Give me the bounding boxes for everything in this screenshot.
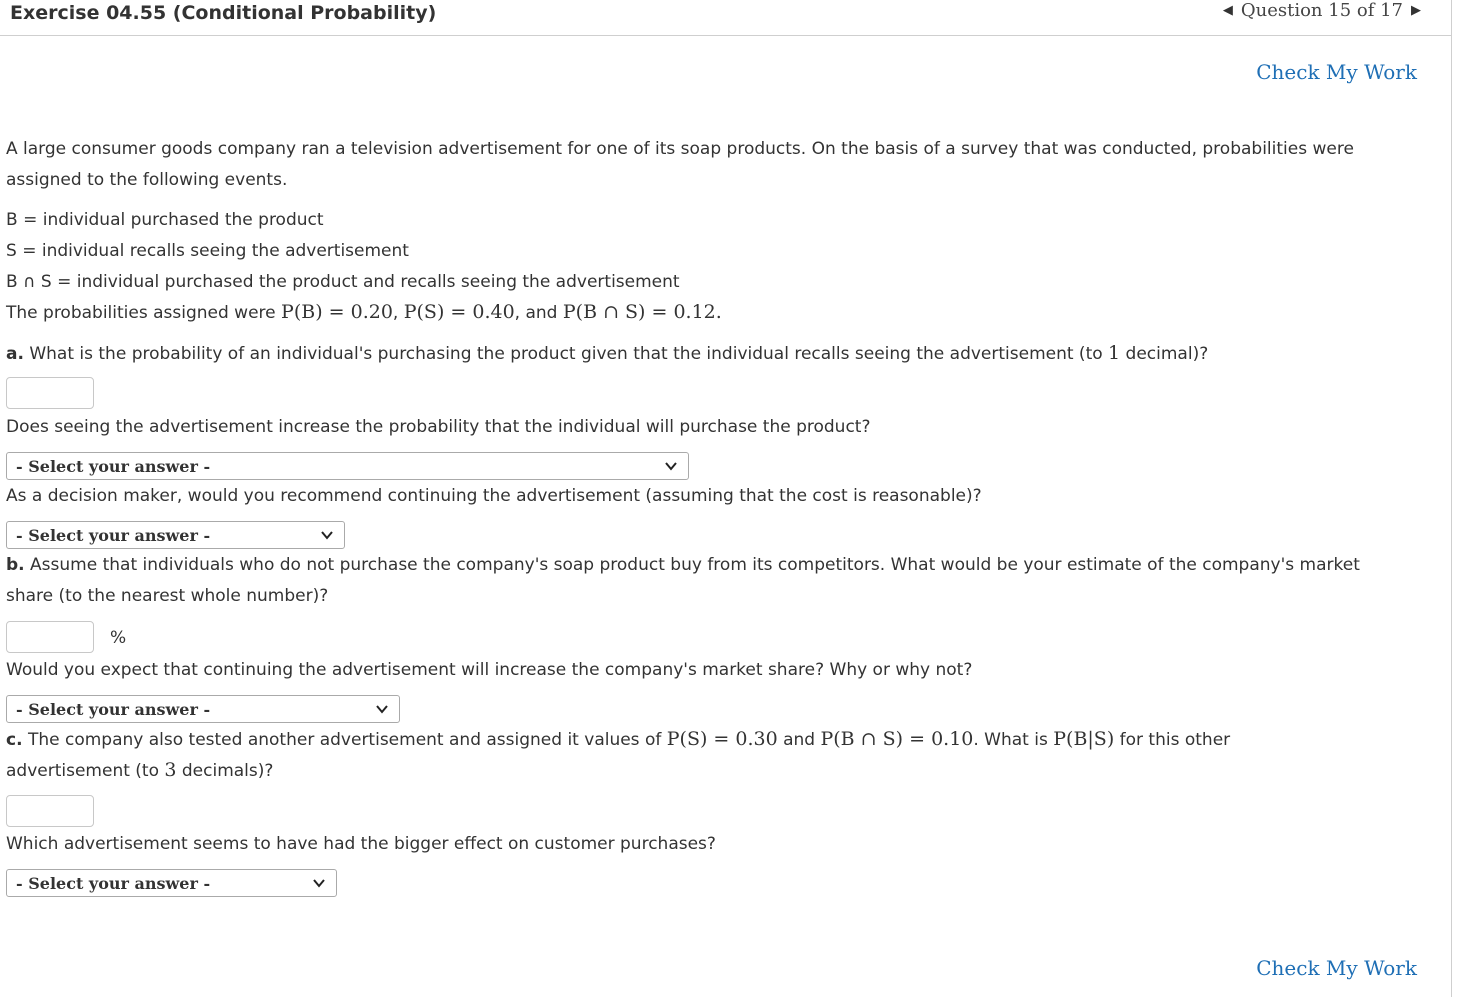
part-c-question-line-2: advertisement (to 3 decimals)? [6, 759, 274, 781]
previous-question-icon[interactable]: ◀ [1222, 3, 1233, 18]
check-my-work-link-top[interactable]: Check My Work [1256, 60, 1417, 84]
next-question-icon[interactable]: ▶ [1411, 3, 1421, 18]
definition-b: B = individual purchased the product [6, 210, 324, 230]
part-b-question-line-1: b. Assume that individuals who do not purchase the company's soap product buy from its competitors. What would be your estimate of the company's market [6, 555, 1360, 575]
prob-b-and-s: P(B ∩ S) = 0.12 [562, 301, 716, 323]
part-a-answer-input[interactable] [6, 377, 94, 409]
part-a-question-3: As a decision maker, would you recommend continuing the advertisement (assuming that the cost is reasonable)? [6, 486, 982, 506]
part-c-question-2: Which advertisement seems to have had the bigger effect on customer purchases? [6, 834, 716, 854]
intro-line-2: assigned to the following events. [6, 170, 288, 190]
part-a-select-2[interactable]: - Select your answer - [6, 521, 345, 549]
part-c-answer-input[interactable] [6, 795, 94, 827]
part-b-answer-input[interactable] [6, 621, 94, 653]
chevron-down-icon [312, 876, 326, 890]
question-counter: Question 15 of 17 [1240, 0, 1403, 21]
part-a-question-2: Does seeing the advertisement increase the probability that the individual will purchase the product? [6, 417, 871, 437]
chevron-down-icon [664, 459, 678, 473]
part-c-question-line-1: c. The company also tested another advertisement and assigned it values of P(S) = 0.30 and P(B ∩ S) = 0.10. What is P(B|S) for this other [6, 728, 1231, 750]
part-c-select-1[interactable]: - Select your answer - [6, 869, 337, 897]
part-b-question-line-2: share (to the nearest whole number)? [6, 586, 329, 606]
part-b-select-1[interactable]: - Select your answer - [6, 695, 400, 723]
chevron-down-icon [320, 528, 334, 542]
question-navigator [1223, 0, 1421, 21]
exercise-title: Exercise 04.55 (Conditional Probability) [10, 2, 437, 24]
right-divider [1451, 0, 1452, 997]
probabilities-line: The probabilities assigned were P(B) = 0.20, P(S) = 0.40, and P(B ∩ S) = 0.12. [6, 301, 722, 323]
prob-s: P(S) = 0.40 [403, 301, 515, 323]
definition-s: S = individual recalls seeing the advertisement [6, 241, 409, 261]
percent-unit: % [110, 628, 127, 648]
definition-b-and-s: B ∩ S = individual purchased the product and recalls seeing the advertisement [6, 272, 680, 292]
header-bar [0, 0, 1451, 36]
check-my-work-link-bottom[interactable]: Check My Work [1256, 956, 1417, 980]
intro-line-1: A large consumer goods company ran a television advertisement for one of its soap products. On the basis of a survey that was conducted, probabilities were [6, 139, 1354, 159]
chevron-down-icon [375, 702, 389, 716]
part-a-question: a. What is the probability of an individual's purchasing the product given that the individual recalls seeing the advertisement (to 1 decimal)? [6, 342, 1209, 364]
prob-b: P(B) = 0.20 [281, 301, 393, 323]
part-b-question-2: Would you expect that continuing the advertisement will increase the company's market share? Why or why not? [6, 660, 973, 680]
part-a-select-1[interactable]: - Select your answer - [6, 452, 689, 480]
